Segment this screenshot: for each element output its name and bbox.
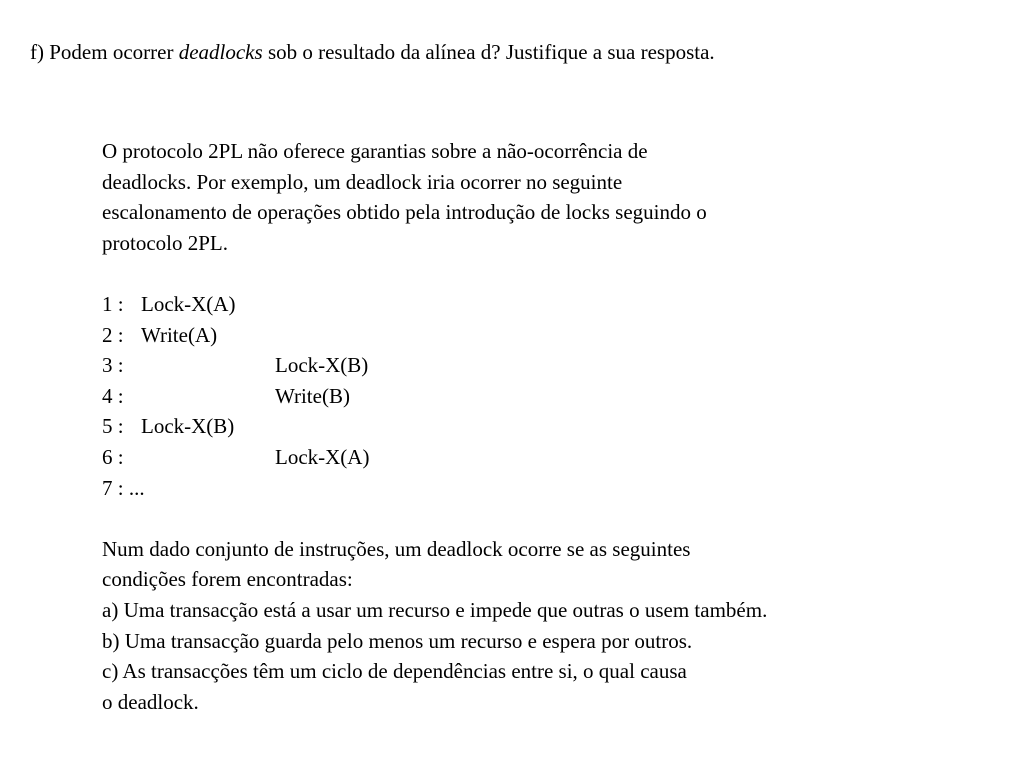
schedule-step: 7 : ... (102, 475, 145, 500)
schedule-row (102, 289, 982, 320)
schedule-t1-op: Lock-X(B) (141, 414, 235, 439)
conditions-paragraph (102, 534, 982, 718)
schedule-step: 3 : (102, 353, 124, 378)
schedule-row (102, 350, 982, 381)
answer-block (102, 136, 982, 717)
condition-a: a) Uma transacção está a usar um recurso e impede que outras o usem também. (102, 597, 768, 622)
intro-line: O protocolo 2PL não oferece garantias sobre a não-ocorrência de (102, 139, 648, 163)
schedule-t1-op: Lock-X(A) (141, 291, 236, 316)
schedule-row (102, 473, 982, 504)
question-suffix: sob o resultado da alínea d? Justifique a sua resposta. (262, 40, 715, 64)
condition-b: b) Uma transacção guarda pelo menos um recurso e espera por outros. (102, 628, 693, 653)
question-heading (30, 38, 715, 66)
paragraph-gap (102, 258, 982, 289)
intro-paragraph (102, 136, 982, 258)
conditions-line: condições forem encontradas: (102, 567, 353, 592)
question-prefix: f) Podem ocorrer (30, 40, 179, 64)
schedule-t2-op: Lock-X(B) (275, 353, 369, 378)
schedule-step: 6 : (102, 444, 124, 469)
schedule-t2-op: Write(B) (275, 383, 350, 408)
schedule-row (102, 411, 982, 442)
condition-c-continued: o deadlock. (102, 689, 199, 714)
schedule-step: 5 : (102, 414, 124, 439)
intro-line: protocolo 2PL. (102, 230, 228, 255)
schedule-step: 4 : (102, 383, 124, 408)
schedule-step: 2 : (102, 322, 124, 347)
conditions-line: Num dado conjunto de instruções, um deadlock ocorre se as seguintes (102, 536, 691, 561)
intro-line: deadlocks. Por exemplo, um deadlock iria ocorrer no seguinte (102, 169, 623, 194)
paragraph-gap (102, 503, 982, 534)
schedule-t1-op: Write(A) (141, 322, 218, 347)
schedule-t2-op: Lock-X(A) (275, 444, 370, 469)
schedule-row (102, 442, 982, 473)
intro-line: escalonamento de operações obtido pela introdução de locks seguindo o (102, 200, 707, 225)
schedule-row (102, 381, 982, 412)
schedule-list (102, 289, 982, 503)
schedule-row (102, 320, 982, 351)
question-emphasis: deadlocks (178, 40, 263, 64)
schedule-step: 1 : (102, 291, 124, 316)
condition-c: c) As transacções têm um ciclo de dependências entre si, o qual causa (102, 659, 687, 684)
